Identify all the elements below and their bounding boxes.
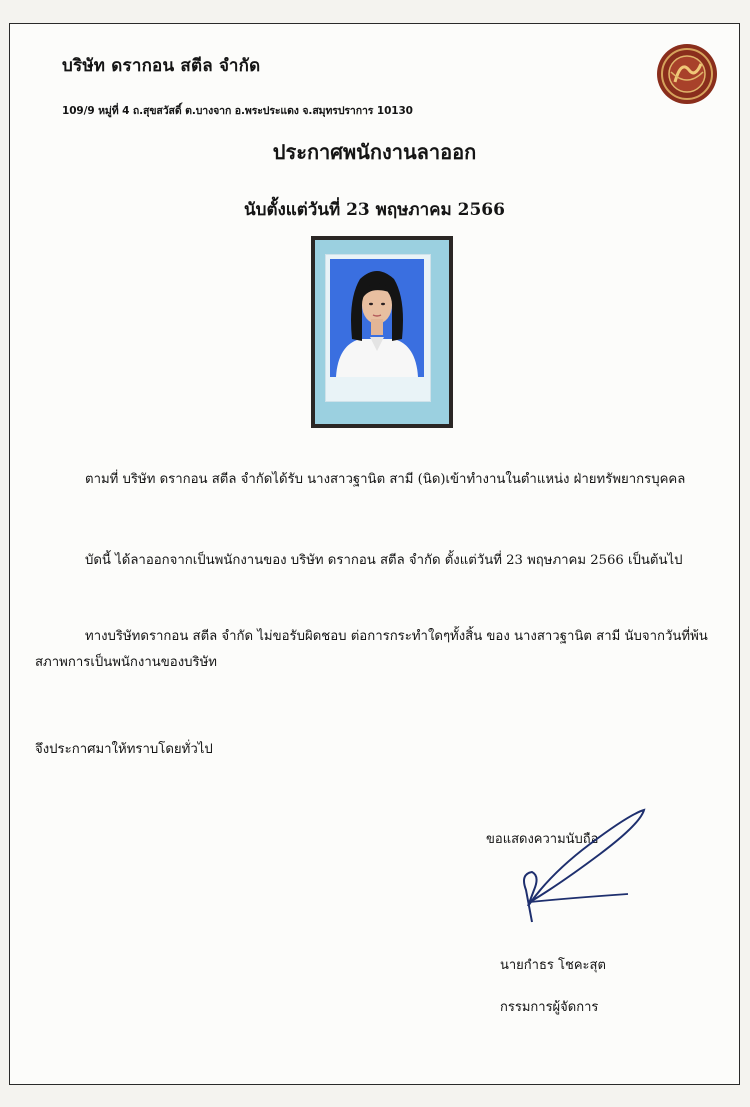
closing-regards: ขอแสดงความนับถือ — [486, 832, 599, 847]
paragraph-2-text: บัดนี้ ได้ลาออกจากเป็นพนักงานของ บริษัท ดรากอน สตีล จำกัด ตั้งแต่วันที่ 23 พฤษภาคม 2566 เป็นต้นไป — [85, 553, 683, 568]
paragraph-3 — [35, 624, 725, 676]
photo-frame — [311, 236, 453, 428]
paragraph-4: จึงประกาศมาให้ทราบโดยทั่วไป — [35, 742, 213, 757]
announcement-page — [9, 23, 740, 1085]
signer-name: นายกำธร โชคะสุต — [500, 958, 606, 973]
handwritten-signature — [480, 794, 650, 934]
company-address: 109/9 หมู่ที่ 4 ถ.สุขสวัสดิ์ ต.บางจาก อ.พระประแดง จ.สมุทรปราการ 10130 — [62, 105, 413, 117]
signer-position: กรรมการผู้จัดการ — [500, 1000, 599, 1015]
paragraph-1 — [35, 467, 725, 493]
paragraph-2 — [35, 548, 725, 574]
paragraph-1-text: ตามที่ บริษัท ดรากอน สตีล จำกัดได้รับ นางสาวฐานิต สามี (นิด)เข้าทำงานในตำแหน่ง ฝ่ายทรัพยากรบุคคล — [85, 472, 686, 487]
employee-portrait — [330, 259, 424, 377]
paragraph-3-text: ทางบริษัทดรากอน สตีล จำกัด ไม่ขอรับผิดชอบ ต่อการกระทำใดๆทั้งสิ้น ของ นางสาวฐานิต สามี นับจากวันที่พ้นสภาพการเป็นพนักงานของบริษัท — [35, 629, 708, 670]
company-seal-logo — [655, 42, 719, 106]
announcement-title: ประกาศพนักงานลาออก — [272, 140, 477, 164]
company-name: บริษัท ดรากอน สตีล จำกัด — [62, 56, 261, 76]
photo-mat — [315, 240, 449, 424]
effective-date: นับตั้งแต่วันที่ 23 พฤษภาคม 2566 — [244, 200, 505, 220]
photo-card — [325, 254, 431, 402]
